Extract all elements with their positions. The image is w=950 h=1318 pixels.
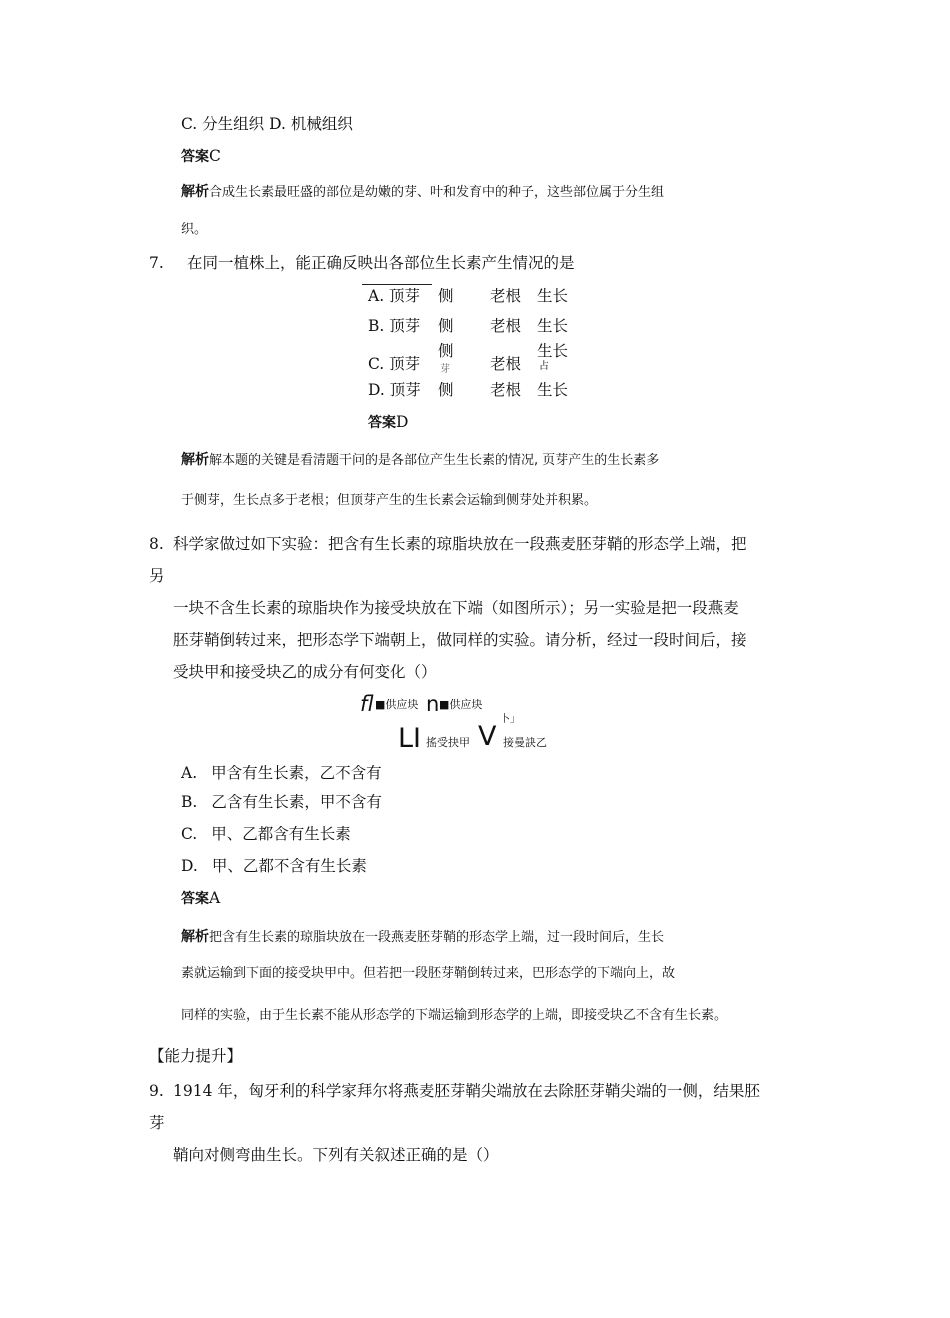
- figure-receiver-block-1-glyph: LI: [398, 723, 422, 754]
- analysis-text: 把含有生长素的琼脂块放在一段燕麦胚芽鞘的形态学上端，过一段时间后，生长: [209, 930, 665, 945]
- option-label: B.: [181, 793, 198, 811]
- q8-analysis-line1: [181, 928, 664, 947]
- answer-label: 答案: [181, 891, 209, 907]
- option-label: D.: [181, 857, 198, 875]
- q7-option-a-c4: 生长: [537, 287, 569, 305]
- q7-stem: 在同一植株上，能正确反映出各部位生长素产生情况的是: [187, 254, 575, 272]
- q7-option-c-c3: 老根: [490, 355, 522, 373]
- q8-option-d: [181, 856, 367, 876]
- figure-supply-block-1-glyph: fl: [360, 692, 374, 716]
- option-label: A.: [181, 764, 198, 782]
- section-title: 【能力提升】: [149, 1047, 243, 1065]
- q9-stem-line2: 鞘向对侧弯曲生长。下列有关叙述正确的是（）: [173, 1146, 499, 1164]
- answer-value: A: [209, 889, 221, 907]
- q8-stem-line1: 科学家做过如下实验：把含有生长素的琼脂块放在一段燕麦胚芽鞘的形态学上端，把: [173, 535, 747, 553]
- q9-number: 9.: [149, 1082, 164, 1100]
- q7-option-a-label: A. 顶芽: [368, 287, 421, 305]
- option-text: 乙含有生长素，甲不含有: [211, 793, 382, 811]
- q7-option-a-c3: 老根: [490, 287, 522, 305]
- q7-option-c-c2: 侧: [438, 342, 454, 360]
- q6-answer: [181, 146, 221, 167]
- q7-analysis-line2: 于侧芽，生长点多于老根；但顶芽产生的生长素会运输到侧芽处并积累。: [181, 493, 598, 508]
- q8-stem-line3: 胚芽鞘倒转过来，把形态学下端朝上，做同样的实验。请分析，经过一段时间后，接: [173, 631, 747, 649]
- q8-stem-line2: 一块不含生长素的琼脂块作为接受块放在下端（如图所示）；另一实验是把一段燕麦: [173, 599, 739, 617]
- q7-option-c-bud-fragment: 芽: [440, 364, 450, 375]
- q7-option-d-c3: 老根: [490, 381, 522, 399]
- figure-supply-block-1-label: ■供应块: [375, 698, 419, 711]
- answer-label: 答案: [368, 415, 396, 431]
- q8-stem-line4: 受块甲和接受块乙的成分有何变化（）: [173, 663, 437, 681]
- figure-receiver-block-2-label: 接曼訣乙: [503, 736, 547, 749]
- q7-analysis-line1: [181, 451, 659, 470]
- analysis-label: 解析: [181, 929, 209, 945]
- q7-option-c-point-fragment: 占: [539, 361, 549, 372]
- answer-label: 答案: [181, 149, 209, 165]
- q8-option-b: [181, 792, 382, 812]
- q8-option-c: [181, 824, 351, 844]
- q7-option-d-c2: 侧: [438, 381, 454, 399]
- q7-option-c-label: C. 顶芽: [368, 355, 421, 373]
- analysis-label: 解析: [181, 452, 209, 468]
- q9-stem-line1-wrap: 芽: [149, 1114, 165, 1132]
- q8-analysis-line2: 素就运输到下面的接受块甲中。但若把一段胚芽鞘倒转过来，巴形态学的下端向上，故: [181, 966, 676, 981]
- q7-option-b-c2: 侧: [438, 317, 454, 335]
- q7-option-c-c4: 生长: [537, 342, 569, 360]
- figure-receiver-block-2-glyph: V: [478, 721, 497, 752]
- q7-answer: [368, 412, 408, 433]
- q8-option-a: [181, 763, 382, 783]
- analysis-text: 解本题的关键是看清题干问的是各部位产生生长素的情况, 页芽产生的生长素多: [209, 453, 660, 468]
- figure-supply-block-2-glyph: n: [426, 692, 440, 716]
- q7-option-a-c2: 侧: [438, 287, 454, 305]
- q7-option-d-label: D. 顶芽: [368, 381, 421, 399]
- q7-table-rule: [362, 284, 432, 285]
- q8-answer: [181, 888, 220, 909]
- figure-receiver-block-1-label: 搖受抉甲: [426, 736, 470, 749]
- figure-supply-block-2-label: ■供应块: [439, 698, 483, 711]
- q6-option-cd: C. 分生组织 D. 机械组织: [181, 115, 353, 133]
- q6-analysis-line2: 织。: [181, 222, 208, 237]
- answer-value: C: [209, 147, 221, 165]
- q9-stem-line1: 1914 年，匈牙利的科学家拜尔将燕麦胚芽鞘尖端放在去除胚芽鞘尖端的一侧，结果胚: [173, 1082, 760, 1100]
- option-label: C.: [181, 825, 198, 843]
- q8-number: 8.: [149, 535, 164, 553]
- analysis-label: 解析: [181, 184, 209, 200]
- q7-number: 7.: [149, 254, 164, 272]
- q7-option-d-c4: 生长: [537, 381, 569, 399]
- analysis-text: 合成生长素最旺盛的部位是幼嫩的芽、叶和发育中的种子，这些部位属于分生组: [209, 185, 665, 200]
- q7-option-b-label: B. 顶芽: [368, 317, 421, 335]
- option-text: 甲含有生长素，乙不含有: [211, 764, 382, 782]
- option-text: 甲、乙都不含有生长素: [211, 857, 367, 875]
- figure-receiver-block-2-mark: 卜」: [500, 714, 520, 725]
- q6-analysis-line1: [181, 183, 664, 202]
- q8-stem-line1-wrap: 另: [149, 567, 165, 585]
- q7-option-b-c4: 生长: [537, 317, 569, 335]
- q8-analysis-line3: 同样的实验，由于生长素不能从形态学的下端运输到形态学的上端，即接受块乙不含有生长素。: [181, 1008, 728, 1023]
- option-text: 甲、乙都含有生长素: [211, 825, 351, 843]
- answer-value: D: [396, 413, 409, 431]
- q7-option-b-c3: 老根: [490, 317, 522, 335]
